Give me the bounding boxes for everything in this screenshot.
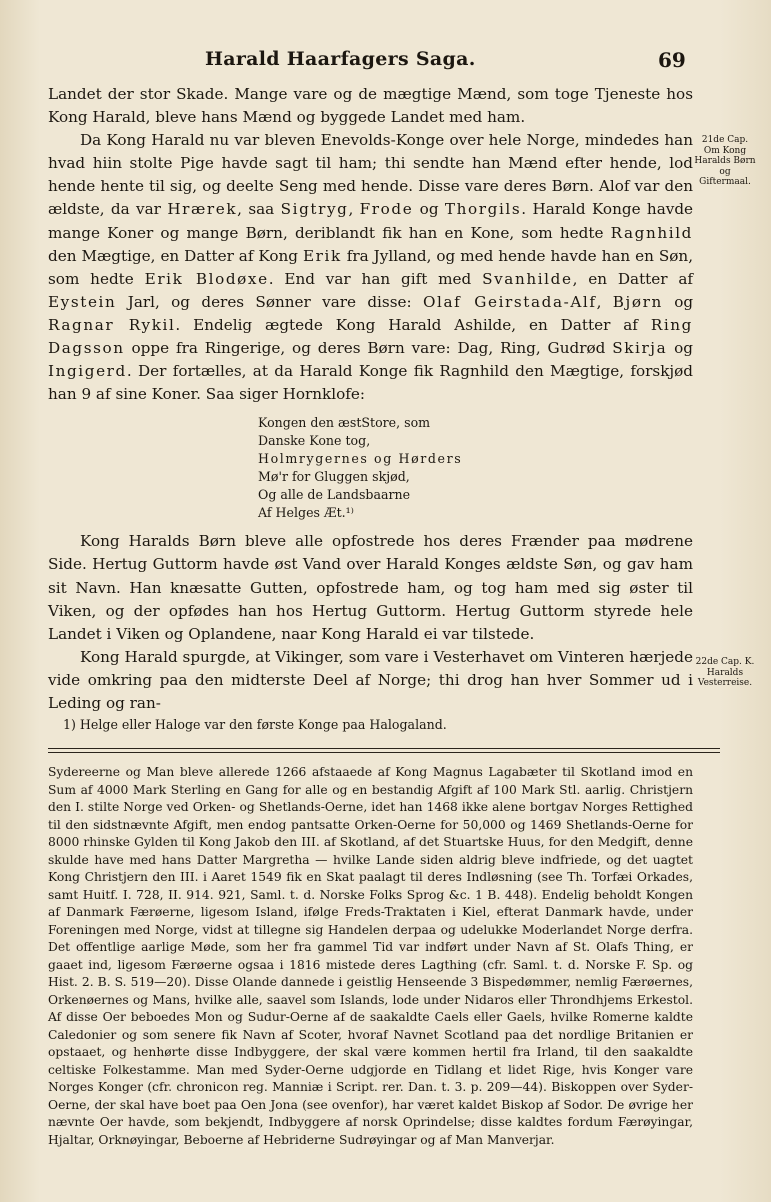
name-skirja: Skirja: [612, 339, 668, 358]
poem-line: Holmrygernes og Hørders: [258, 451, 463, 467]
poem-line: Og alle de Landsbaarne: [258, 487, 411, 503]
margin-note-chapter-22: 22de Cap. K. Haralds Vesterreise.: [695, 657, 755, 688]
divider-rule: [48, 748, 720, 749]
poem-line: Danske Kone tog,: [258, 433, 371, 449]
text-run: . Harald Konge havde mange Koner og mange Børn, deriblandt fik han en Kone, som hedte: [48, 200, 694, 242]
name-bjorn: Bjørn: [612, 292, 663, 311]
poem-stanza: [258, 414, 693, 522]
footnote: 1) Helge eller Haloge var den første Konge paa Halogaland.: [63, 717, 447, 732]
name-ragnhild: Ragnhild: [610, 223, 693, 242]
name-hroerek: Hrærek: [167, 200, 238, 219]
name-svanhilde: Svanhilde: [482, 269, 573, 288]
name-eystein: Eystein: [48, 292, 117, 311]
text-run: Jarl, og deres Sønner vare disse:: [127, 292, 412, 311]
text-run: Da Kong Harald nu var bleven Enevolds-Konge over hele Norge, mindedes han hvad hiin stolte Pige havde sagt til ham; thi sendte han Mænd efter hende, lod hende hente til sig, og deelte Seng med hende. Disse vare deres Børn. Alof var den ældste, da var: [48, 131, 693, 219]
name-olaf: Olaf Geirstada-Alf: [422, 292, 597, 311]
text-run: den Mægtige, en Datter af Kong: [48, 246, 299, 265]
name-ring: Ring Dagsson: [48, 315, 694, 358]
name-frode: Frode: [359, 200, 414, 219]
paragraph-3: Kong Haralds Børn bleve alle opfostrede hos deres Frænder paa mødrene Side. Hertug Guttorm havde øst Vand over Harald Konges ældste Søn, og gav ham sit Navn. Han knæsatte Gutten, opfostrede ham, og tog ham med sig øster til Viken, og der opfødes han hos Hertug Guttorm. Hertug Guttorm styrede hele Landet i Viken og Oplandene, naar Kong Harald ei var tilstede.: [48, 532, 693, 643]
name-thorgils: Thorgils: [444, 200, 522, 219]
paragraph-4: Kong Harald spurgde, at Vikinger, som vare i Vesterhavet om Vinteren hærjede vide omkring paa den midterste Deel af Norge; thi drog han hver Sommer ud i Leding og ran-: [48, 647, 693, 712]
text-run: , saa: [237, 200, 275, 219]
text-run: ,: [596, 292, 602, 311]
running-title: Harald Haarfagers Saga.: [205, 48, 476, 70]
name-erik-blodoexe: Erik Blodøxe: [144, 269, 269, 288]
text-run: . Der fortælles, at da Harald Konge fik Ragnhild den Mægtige, forskjød han 9 af sine Koner. Saa siger Hornklofe:: [48, 362, 693, 404]
text-run: . End var han gift med: [268, 269, 472, 288]
text-run: , en Datter af: [572, 269, 694, 288]
name-sigtryg: Sigtryg: [280, 200, 349, 219]
poem-line: Mø'r for Gluggen skjød,: [258, 469, 410, 485]
text-run: fra Jylland, og med hende havde han en Søn, som hedte: [48, 246, 694, 288]
text-run: . Endelig ægtede Kong Harald Ashilde, en Datter af: [175, 315, 638, 334]
paragraph-2: Da Kong Harald nu var bleven Enevolds-Konge over hele Norge, mindedes han hvad hiin stolte Pige havde sagt til ham; thi sendte han Mænd efter hende, lod hende hente til sig, og deelte Seng med hende. Disse vare deres Børn. Alof var den ældste, da var Hrærek, saa Sigtryg, Frode og Thorgils. Harald Konge havde mange Koner og mange Børn, deriblandt fik han en Kone, som hedte Ragnhild den Mægtige, en Datter af Kong Erik fra Jylland, og med hende havde han en Søn, som hedte Erik Blodøxe. End var han gift med Svanhilde, en Datter af Eystein Jarl, og deres Sønner vare disse: Olaf Geirstada-Alf, Bjørn og Ragnar Rykil. Endelig ægtede Kong Harald Ashilde, en Datter af Ring Dagsson oppe fra Ringerige, og deres Børn vare: Dag, Ring, Gudrød Skirja og Ingigerd. Der fortælles, at da Harald Konge fik Ragnhild den Mægtige, forskjød han 9 af sine Koner. Saa siger Hornklofe:: [48, 131, 694, 404]
text-run: og: [674, 339, 694, 358]
name-erik: Erik: [303, 246, 342, 265]
name-ragnar: Ragnar Rykil: [48, 315, 176, 334]
appended-note: Sydereerne og Man bleve allerede 1266 afstaaede af Kong Magnus Lagabæter til Skotland imod en Sum af 4000 Mark Sterling en Gang for alle og en bestandig Afgift af 100 Mark Stl. aarlig. Christjern den I. stilte Norge ved Orken- og Shetlands-Oerne, idet han 1468 ikke alene bortgav Norges Rettighed til den sidstnævnte Afgift, men endog pantsatte Orken-Oerne for 50,000 og 1469 Shetlands-Oerne for 8000 rhinske Gylden til Kong Jakob den III. af Skotland, af det Stuartske Huus, for den Medgift, denne skulde have med hans Datter Margretha — hvilke Lande siden aldrig bleve indfriede, og det uagtet Kong Christjern den III. i Aaret 1549 fik en Skat paalagt til deres Indløsning (see Th. Torfæi Orkades, samt Huitf. I. 728, II. 914. 921, Saml. t. d. Norske Folks Sprog &c. 1 B. 448). Endelig beholdt Kongen af Danmark Færøerne, ligesom Island, ifølge Freds-Traktaten i Kiel, efterat Danmark havde, under Foreningen med Norge, vidst at tillegne sig Handelen derpaa og udelukke Moderlandet Norge derfra. Det offentlige aarlige Møde, som her fra gammel Tid var indført under Navn af St. Olafs Thing, er gaaet ind, ligesom Færøerne ogsaa i 1816 mistede deres Lagthing (cfr. Saml. t. d. Norske F. Sp. og Hist. 2. B. S. 519—20). Disse Olande dannede i geistlig Henseende 3 Bispedømmer, nemlig Færøernes, Orkenøernes og Mans, hvilke alle, saavel som Islands, lode under Nidaros eller Throndhjems Erkestol. Af disse Oer beboedes Mon og Sudur-Oerne af de saakaldte Caels eller Gaels, hvilke Romerne kaldte Caledonier og som senere fik Navn af Scoter, hvoraf Navnet Scotland paa det nordlige Britanien er opstaaet, og henhørte disse Indbyggere, der skal være kommen hertil fra Irland, til den saakaldte celtiske Folkestamme. Man med Syder-Oerne udgjorde en Tidlang et lidet Rige, hvis Konger vare Norges Konger (cfr. chronicon reg. Manniæ i Script. rer. Dan. t. 3. p. 209—44). Biskoppen over Syder-Oerne, der skal have boet paa Oen Jona (see ovenfor), har været kaldet Biskop af Sodor. De øvrige her nævnte Oer havde, som bekjendt, Indbyggere af norsk Oprindelse; disse kaldtes fordum Færøyingar, Hjaltar, Orknøyingar, Beboerne af Hebriderne Sudrøyingar og af Man Manverjar.: [48, 765, 693, 1147]
paragraph-1: Landet der stor Skade. Mange vare og de mægtige Mænd, som toge Tjeneste hos Kong Harald, bleve hans Mænd og byggede Landet med ham.: [48, 85, 693, 127]
poem-line: Kongen den æstStore, som: [258, 415, 431, 431]
text-run: og: [419, 200, 439, 219]
text-run: oppe fra Ringerige, og deres Børn vare: Dag, Ring, Gudrød: [131, 339, 606, 358]
main-text: [48, 83, 693, 715]
page-number: 69: [658, 48, 686, 72]
name-ingigerd: Ingigerd: [48, 362, 127, 381]
page-header: [0, 48, 771, 74]
poem-line: Af Helges Æt.¹⁾: [258, 505, 354, 521]
divider-rule: [48, 752, 720, 753]
margin-note-chapter-21: 21de Cap. Om Kong Haralds Børn og Giftermaal.: [694, 135, 756, 187]
text-run: og: [674, 292, 694, 311]
